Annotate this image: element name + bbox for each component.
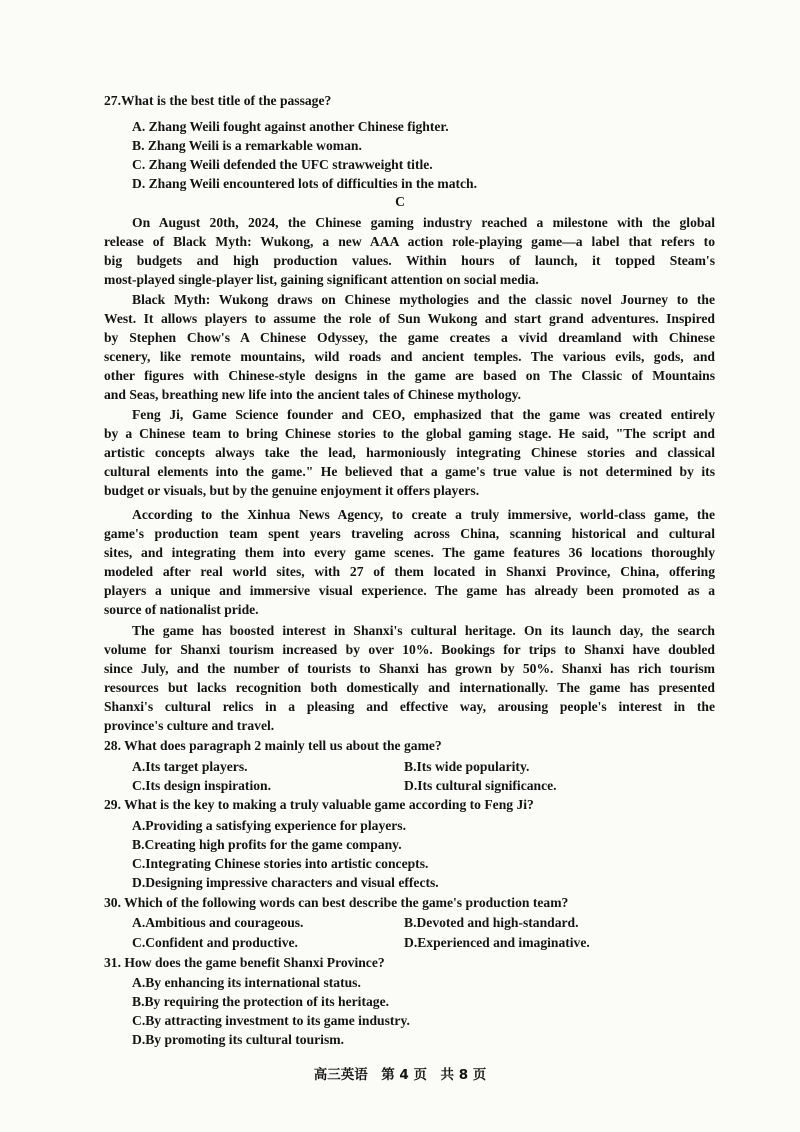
q28-option-d: D.Its cultural significance. bbox=[404, 778, 557, 793]
passage-line: artistic concepts always take the lead, harmoniously integrating Chinese stories and classical bbox=[104, 445, 715, 460]
passage-line: The game has boosted interest in Shanxi's cultural heritage. On its launch day, the search bbox=[132, 623, 715, 638]
q31-option-c: C.By attracting investment to its game industry. bbox=[132, 1013, 410, 1028]
q30-stem: 30. Which of the following words can best describe the game's production team? bbox=[104, 895, 569, 910]
q29-option-a: A.Providing a satisfying experience for players. bbox=[132, 818, 406, 833]
passage-line: Feng Ji, Game Science founder and CEO, emphasized that the game was created entirely bbox=[132, 407, 715, 422]
q28-stem: 28. What does paragraph 2 mainly tell us about the game? bbox=[104, 738, 442, 753]
q27-stem: 27.What is the best title of the passage? bbox=[104, 93, 332, 108]
q29-option-b: B.Creating high profits for the game company. bbox=[132, 837, 402, 852]
q31-option-a: A.By enhancing its international status. bbox=[132, 975, 361, 990]
passage-line: cultural elements into the game." He believed that a game's true value is not determined by its bbox=[104, 464, 715, 479]
q27-option-a: A. Zhang Weili fought against another Chinese fighter. bbox=[132, 119, 449, 134]
passage-line: resources but lacks recognition both domestically and internationally. The game has presented bbox=[104, 680, 715, 695]
passage-line: modeled after real world sites, with 27 of them located in Shanxi Province, China, offering bbox=[104, 564, 715, 579]
q30-option-c: C.Confident and productive. bbox=[132, 935, 298, 950]
passage-line: source of nationalist pride. bbox=[104, 602, 259, 617]
q27-option-d: D. Zhang Weili encountered lots of difficulties in the match. bbox=[132, 176, 478, 191]
passage-line: province's culture and travel. bbox=[104, 718, 275, 733]
passage-line: by a Chinese team to bring Chinese stories to the global gaming stage. He said, "The script and bbox=[104, 426, 715, 441]
passage-line: by Stephen Chow's A Chinese Odyssey, the game creates a vivid dreamland with Chinese bbox=[104, 330, 715, 345]
passage-line: sites, and integrating them into every game scenes. The game features 36 locations thoroughly bbox=[104, 545, 715, 560]
q28-option-a: A.Its target players. bbox=[132, 759, 248, 774]
passage-line: players a unique and immersive visual experience. The game has already been promoted as a bbox=[104, 583, 715, 598]
passage-line: release of Black Myth: Wukong, a new AAA action role-playing game—a label that refers to bbox=[104, 234, 715, 249]
q29-option-c: C.Integrating Chinese stories into artistic concepts. bbox=[132, 856, 429, 871]
passage-line: since July, and the number of tourists to Shanxi has grown by 50%. Shanxi has rich tourism bbox=[104, 661, 715, 676]
passage-line: West. It allows players to assume the role of Sun Wukong and start grand adventures. Inspired bbox=[104, 311, 715, 326]
q29-option-d: D.Designing impressive characters and visual effects. bbox=[132, 875, 439, 890]
q30-option-a: A.Ambitious and courageous. bbox=[132, 915, 304, 930]
q30-option-b: B.Devoted and high-standard. bbox=[404, 915, 579, 930]
passage-line: and Seas, breathing new life into the ancient tales of Chinese mythology. bbox=[104, 387, 522, 402]
q29-stem: 29. What is the key to making a truly valuable game according to Feng Ji? bbox=[104, 797, 534, 812]
q27-option-b: B. Zhang Weili is a remarkable woman. bbox=[132, 138, 362, 153]
passage-line: Black Myth: Wukong draws on Chinese mythologies and the classic novel Journey to the bbox=[132, 292, 715, 307]
passage-line: scenery, like remote mountains, wild roads and ancient temples. The various evils, gods, and bbox=[104, 349, 715, 364]
passage-line: Shanxi's cultural relics in a pleasing and effective way, arousing people's interest in the bbox=[104, 699, 715, 714]
q27-option-c: C. Zhang Weili defended the UFC strawweight title. bbox=[132, 157, 433, 172]
passage-line: big budgets and high production values. Within hours of launch, it topped Steam's bbox=[104, 253, 715, 268]
q28-option-c: C.Its design inspiration. bbox=[132, 778, 271, 793]
passage-line: most-played single-player list, gaining significant attention on social media. bbox=[104, 272, 539, 287]
passage-line: budget or visuals, but by the genuine enjoyment it offers players. bbox=[104, 483, 480, 498]
passage-line: volume for Shanxi tourism increased by over 10%. Bookings for trips to Shanxi have doubled bbox=[104, 642, 715, 657]
q31-option-d: D.By promoting its cultural tourism. bbox=[132, 1032, 344, 1047]
passage-line: other figures with Chinese-style designs in the game are based on The Classic of Mountains bbox=[104, 368, 715, 383]
passage-line: game's production team spent years traveling across China, scanning historical and cultural bbox=[104, 526, 715, 541]
q31-stem: 31. How does the game benefit Shanxi Province? bbox=[104, 955, 385, 970]
q30-option-d: D.Experienced and imaginative. bbox=[404, 935, 590, 950]
passage-line: On August 20th, 2024, the Chinese gaming industry reached a milestone with the global bbox=[132, 215, 715, 230]
q31-option-b: B.By requiring the protection of its heritage. bbox=[132, 994, 389, 1009]
page-footer: 高三英语 第 4 页 共 8 页 bbox=[313, 1067, 487, 1083]
passage-line: According to the Xinhua News Agency, to create a truly immersive, world-class game, the bbox=[132, 507, 715, 522]
q28-option-b: B.Its wide popularity. bbox=[404, 759, 530, 774]
section-label: C bbox=[395, 194, 405, 209]
